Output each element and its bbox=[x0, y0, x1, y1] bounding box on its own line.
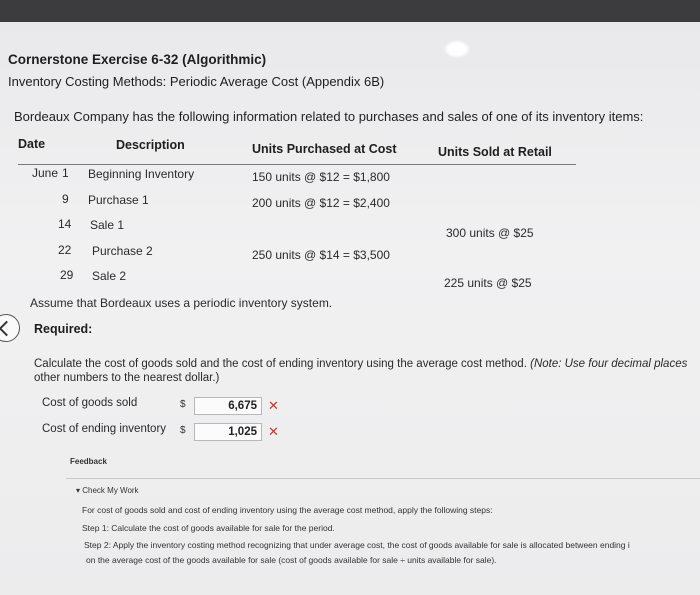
ending-inventory-input[interactable]: 1,025 bbox=[194, 423, 262, 441]
table-row-description: Sale 2 bbox=[92, 269, 127, 283]
feedback-line: Step 1: Calculate the cost of goods available for sale for the period. bbox=[82, 523, 335, 533]
ending-inventory-incorrect-icon: ✕ bbox=[268, 424, 279, 439]
col-header-date: Date bbox=[18, 137, 46, 151]
table-row-description: Purchase 2 bbox=[92, 244, 153, 258]
exercise-subtitle: Inventory Costing Methods: Periodic Average Cost (Appendix 6B) bbox=[8, 74, 385, 89]
table-row-day: 22 bbox=[58, 243, 72, 257]
triangle-down-icon: ▾ bbox=[76, 486, 81, 495]
col-header-purchased: Units Purchased at Cost bbox=[252, 142, 397, 156]
feedback-line: For cost of goods sold and cost of ending inventory using the average cost method, apply the following steps: bbox=[82, 505, 493, 515]
ending-inventory-label: Cost of ending inventory bbox=[42, 423, 167, 435]
feedback-header: Feedback bbox=[70, 457, 107, 466]
ending-inventory-currency: $ bbox=[180, 425, 186, 436]
camera-glare bbox=[444, 40, 470, 58]
table-row-description: Sale 1 bbox=[90, 218, 125, 232]
table-row-day: 9 bbox=[62, 192, 69, 206]
table-row-day: 29 bbox=[60, 268, 74, 282]
table-row-purchased: 250 units @ $14 = $3,500 bbox=[252, 248, 390, 262]
table-row-purchased: 150 units @ $12 = $1,800 bbox=[252, 170, 390, 184]
table-row-description: Purchase 1 bbox=[88, 193, 149, 207]
check-my-work-toggle[interactable]: ▾ Check My Work bbox=[76, 486, 139, 495]
feedback-divider bbox=[66, 478, 700, 479]
table-row-day: 14 bbox=[58, 217, 72, 231]
col-header-sold: Units Sold at Retail bbox=[438, 145, 552, 159]
required-instruction-cont: other numbers to the nearest dollar.) bbox=[34, 372, 220, 384]
table-header-rule bbox=[18, 164, 576, 165]
required-instruction: Calculate the cost of goods sold and the cost of ending inventory using the average cost method. (Note: Use four decimal places bbox=[34, 358, 688, 370]
feedback-line: Step 2: Apply the inventory costing method recognizing that under average cost, the cost of goods available for sale is allocated between ending i bbox=[84, 540, 630, 550]
chevron-left-icon bbox=[0, 320, 14, 336]
cogs-input[interactable]: 6,675 bbox=[194, 397, 262, 415]
table-row-purchased: 200 units @ $12 = $2,400 bbox=[252, 196, 390, 210]
table-row-day: 1 bbox=[62, 166, 69, 180]
table-row-month: June bbox=[32, 166, 59, 180]
col-header-description: Description bbox=[116, 138, 185, 152]
cogs-label: Cost of goods sold bbox=[42, 397, 138, 409]
problem-intro: Bordeaux Company has the following information related to purchases and sales of one of its inventory items: bbox=[14, 109, 644, 124]
table-row-sold: 225 units @ $25 bbox=[444, 276, 532, 290]
exercise-title: Cornerstone Exercise 6-32 (Algorithmic) bbox=[8, 52, 267, 67]
cogs-incorrect-icon: ✕ bbox=[268, 398, 279, 413]
required-label: Required: bbox=[34, 322, 93, 336]
feedback-line: on the average cost of the goods available for sale (cost of goods available for sale ÷ units available for sale). bbox=[86, 555, 497, 565]
cogs-currency: $ bbox=[180, 399, 186, 410]
assumption-text: Assume that Bordeaux uses a periodic inventory system. bbox=[30, 296, 333, 310]
required-note: (Note: Use four decimal places bbox=[530, 358, 688, 370]
table-row-description: Beginning Inventory bbox=[88, 167, 195, 181]
table-row-sold: 300 units @ $25 bbox=[446, 226, 534, 240]
